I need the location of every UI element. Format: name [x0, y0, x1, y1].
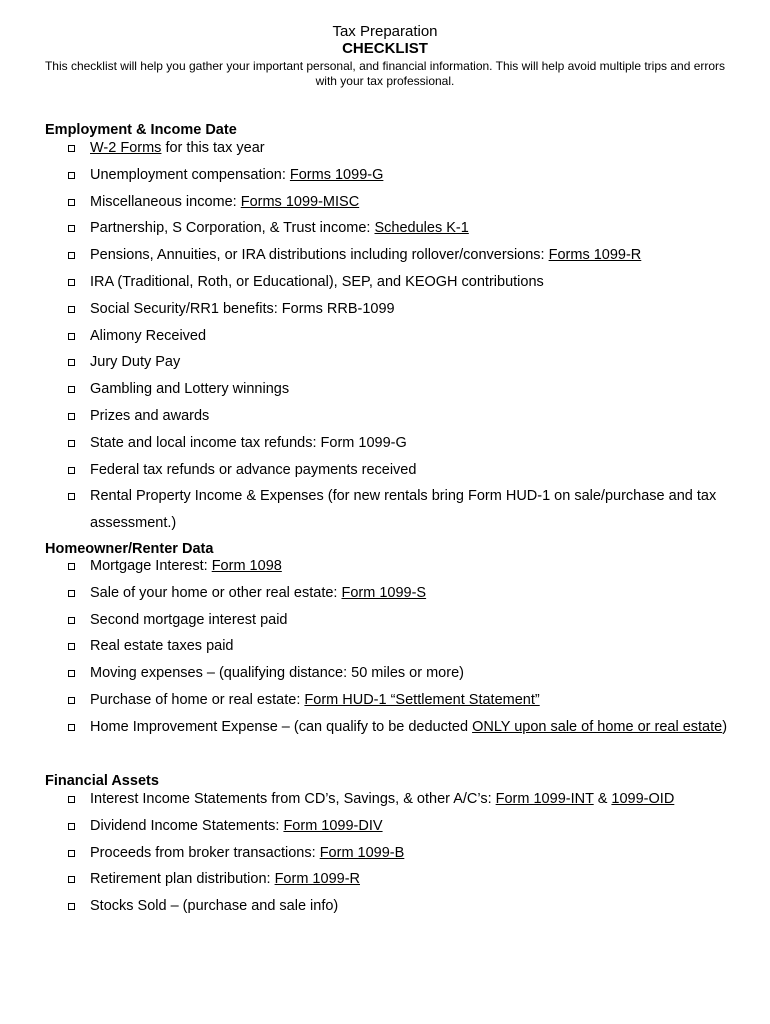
- checklist-item-text: [90, 323, 733, 350]
- checklist-item-text: [90, 660, 733, 687]
- item-text-part: IRA (Traditional, Roth, or Educational), SEP, and KEOGH contributions: [90, 274, 544, 290]
- checklist-item-text: [90, 162, 733, 189]
- checkbox-square-icon[interactable]: [68, 440, 75, 447]
- checkbox-square-icon[interactable]: [68, 876, 75, 883]
- page-subtitle: CHECKLIST: [342, 40, 428, 57]
- checklist-item-text: [90, 242, 733, 269]
- form-reference: Form 1099-INT: [495, 791, 594, 807]
- checklist-item: [68, 660, 733, 687]
- checklist-item: [68, 633, 733, 660]
- item-text-part: Rental Property Income & Expenses (for new rentals bring Form HUD-1 on sale/purchase and tax assessment.): [90, 488, 717, 532]
- checklist-item: [68, 580, 733, 607]
- item-text-part: &: [593, 791, 612, 807]
- item-text-part: State and local income tax refunds: Form 1099-G: [90, 434, 407, 451]
- checkbox-square-icon[interactable]: [68, 903, 75, 910]
- checklist-item: [68, 607, 733, 634]
- item-text-part: Interest Income Statements from CD’s, Savings, & other A/C’s:: [90, 791, 496, 807]
- form-reference: ONLY upon sale of home or real estate: [472, 718, 723, 735]
- item-text-part: Prizes and awards: [90, 408, 210, 424]
- checklist-item: [68, 189, 733, 216]
- checkbox-square-icon[interactable]: [68, 796, 75, 803]
- checklist-item: [68, 457, 733, 484]
- checklist-item: [68, 714, 733, 741]
- form-reference: Form 1099-S: [341, 584, 427, 601]
- checkbox-square-icon[interactable]: [68, 172, 75, 179]
- checklist-item-text: [90, 580, 733, 607]
- item-text-part: Pensions, Annuities, or IRA distributions including rollover/conversions:: [90, 247, 549, 264]
- item-text-part: Gambling and Lottery winnings: [90, 381, 290, 398]
- checkbox-square-icon[interactable]: [68, 724, 75, 731]
- checklist-item-text: [90, 813, 733, 840]
- item-text-part: Stocks Sold – (purchase and sale info): [90, 898, 339, 915]
- checklist-item-text: [90, 786, 733, 813]
- checklist-item: [68, 135, 733, 162]
- checklist-item: [68, 687, 733, 714]
- checklist-item: [68, 215, 733, 242]
- checkbox-square-icon[interactable]: [68, 493, 75, 500]
- checklist-item-text: [90, 403, 733, 430]
- checkbox-square-icon[interactable]: [68, 563, 75, 570]
- checkbox-square-icon[interactable]: [68, 279, 75, 286]
- checkbox-square-icon[interactable]: [68, 225, 75, 232]
- checklist-item: [68, 376, 733, 403]
- checkbox-square-icon[interactable]: [68, 850, 75, 857]
- intro-text: This checklist will help you gather your important personal, and financial information. This will help avoid multiple trips and errors with your tax professional.: [44, 59, 726, 88]
- checklist-item: [68, 483, 733, 537]
- checklist-item: [68, 323, 733, 350]
- form-reference: Forms 1099-MISC: [240, 193, 360, 210]
- checklist-item: [68, 553, 733, 580]
- checklist-item-text: [90, 633, 733, 660]
- item-text-part: Jury Duty Pay: [90, 354, 181, 371]
- item-text-part: Second mortgage interest paid: [90, 611, 288, 628]
- form-reference: Form 1098: [211, 558, 282, 574]
- checkbox-square-icon[interactable]: [68, 617, 75, 624]
- section-heading: Employment & Income Date: [45, 122, 237, 138]
- checklist-item-text: [90, 687, 733, 714]
- checklist-item-text: [90, 430, 733, 457]
- item-text-part: Real estate taxes paid: [90, 638, 234, 655]
- item-text-part: Purchase of home or real estate:: [90, 692, 305, 708]
- item-text-part: Miscellaneous income:: [90, 193, 241, 210]
- checklist-item: [68, 296, 733, 323]
- form-reference: Forms 1099-G: [289, 166, 384, 183]
- checklist-item-text: [90, 189, 733, 216]
- checklist-item-text: [90, 296, 733, 323]
- item-text-part: ): [722, 718, 728, 735]
- item-text-part: Alimony Received: [90, 327, 207, 344]
- item-text-part: Retirement plan distribution:: [90, 871, 275, 888]
- checklist-item-text: [90, 607, 733, 634]
- checkbox-square-icon[interactable]: [68, 590, 75, 597]
- checkbox-square-icon[interactable]: [68, 199, 75, 206]
- checklist-item: [68, 349, 733, 376]
- item-text-part: Social Security/RR1 benefits: Forms RRB-1099: [90, 300, 395, 317]
- item-text-part: Moving expenses – (qualifying distance: 50 miles or more): [90, 665, 464, 682]
- checkbox-square-icon[interactable]: [68, 386, 75, 393]
- item-text-part: Dividend Income Statements:: [90, 817, 284, 834]
- form-reference: 1099-OID: [611, 791, 675, 807]
- form-reference: Form 1099-DIV: [283, 817, 383, 834]
- item-text-part: Sale of your home or other real estate:: [90, 584, 342, 601]
- checklist-item: [68, 813, 733, 840]
- item-text-part: for this tax year: [161, 140, 265, 156]
- form-reference: Forms 1099-R: [548, 247, 642, 264]
- item-text-part: Partnership, S Corporation, & Trust income:: [90, 220, 375, 237]
- checklist-item-text: [90, 269, 733, 296]
- checklist-item: [68, 403, 733, 430]
- checklist-item-text: [90, 553, 733, 580]
- checklist-item-text: [90, 483, 733, 537]
- checklist-item-text: [90, 215, 733, 242]
- checklist-item: [68, 242, 733, 269]
- checkbox-square-icon[interactable]: [68, 413, 75, 420]
- form-reference: Schedules K-1: [374, 220, 469, 237]
- checklist-item: [68, 162, 733, 189]
- checklist-item-text: [90, 893, 733, 920]
- checklist-item-text: [90, 376, 733, 403]
- checkbox-square-icon[interactable]: [68, 467, 75, 474]
- checkbox-square-icon[interactable]: [68, 306, 75, 313]
- checklist-item: [68, 430, 733, 457]
- checkbox-square-icon[interactable]: [68, 359, 75, 366]
- checkbox-square-icon[interactable]: [68, 333, 75, 340]
- item-text-part: Unemployment compensation:: [90, 166, 290, 183]
- checkbox-square-icon[interactable]: [68, 643, 75, 650]
- item-text-part: Federal tax refunds or advance payments received: [90, 461, 417, 478]
- checklist-item-text: [90, 349, 733, 376]
- checkbox-square-icon[interactable]: [68, 670, 75, 677]
- checklist-item: [68, 786, 733, 813]
- checklist-item: [68, 269, 733, 296]
- form-reference: Form 1099-B: [319, 844, 405, 861]
- checkbox-square-icon[interactable]: [68, 823, 75, 830]
- section-heading: Financial Assets: [45, 773, 159, 789]
- form-reference: W-2 Forms: [90, 140, 162, 156]
- item-text-part: Proceeds from broker transactions:: [90, 844, 320, 861]
- checklist-item-text: [90, 840, 733, 867]
- checkbox-square-icon[interactable]: [68, 145, 75, 152]
- checklist-item-text: [90, 714, 733, 741]
- checkbox-square-icon[interactable]: [68, 252, 75, 259]
- checklist-item: [68, 893, 733, 920]
- checklist-item-text: [90, 866, 733, 893]
- form-reference: Form 1099-R: [274, 871, 360, 888]
- checkbox-square-icon[interactable]: [68, 697, 75, 704]
- checklist-item-text: [90, 457, 733, 484]
- item-text-part: Home Improvement Expense – (can qualify to be deducted: [90, 718, 473, 735]
- section-heading: Homeowner/Renter Data: [45, 541, 214, 557]
- form-reference: Form HUD-1 “Settlement Statement”: [304, 692, 540, 708]
- checklist-item-text: [90, 135, 733, 162]
- item-text-part: Mortgage Interest:: [90, 558, 212, 574]
- checklist-item: [68, 866, 733, 893]
- page-title: Tax Preparation: [332, 23, 438, 40]
- checklist-item: [68, 840, 733, 867]
